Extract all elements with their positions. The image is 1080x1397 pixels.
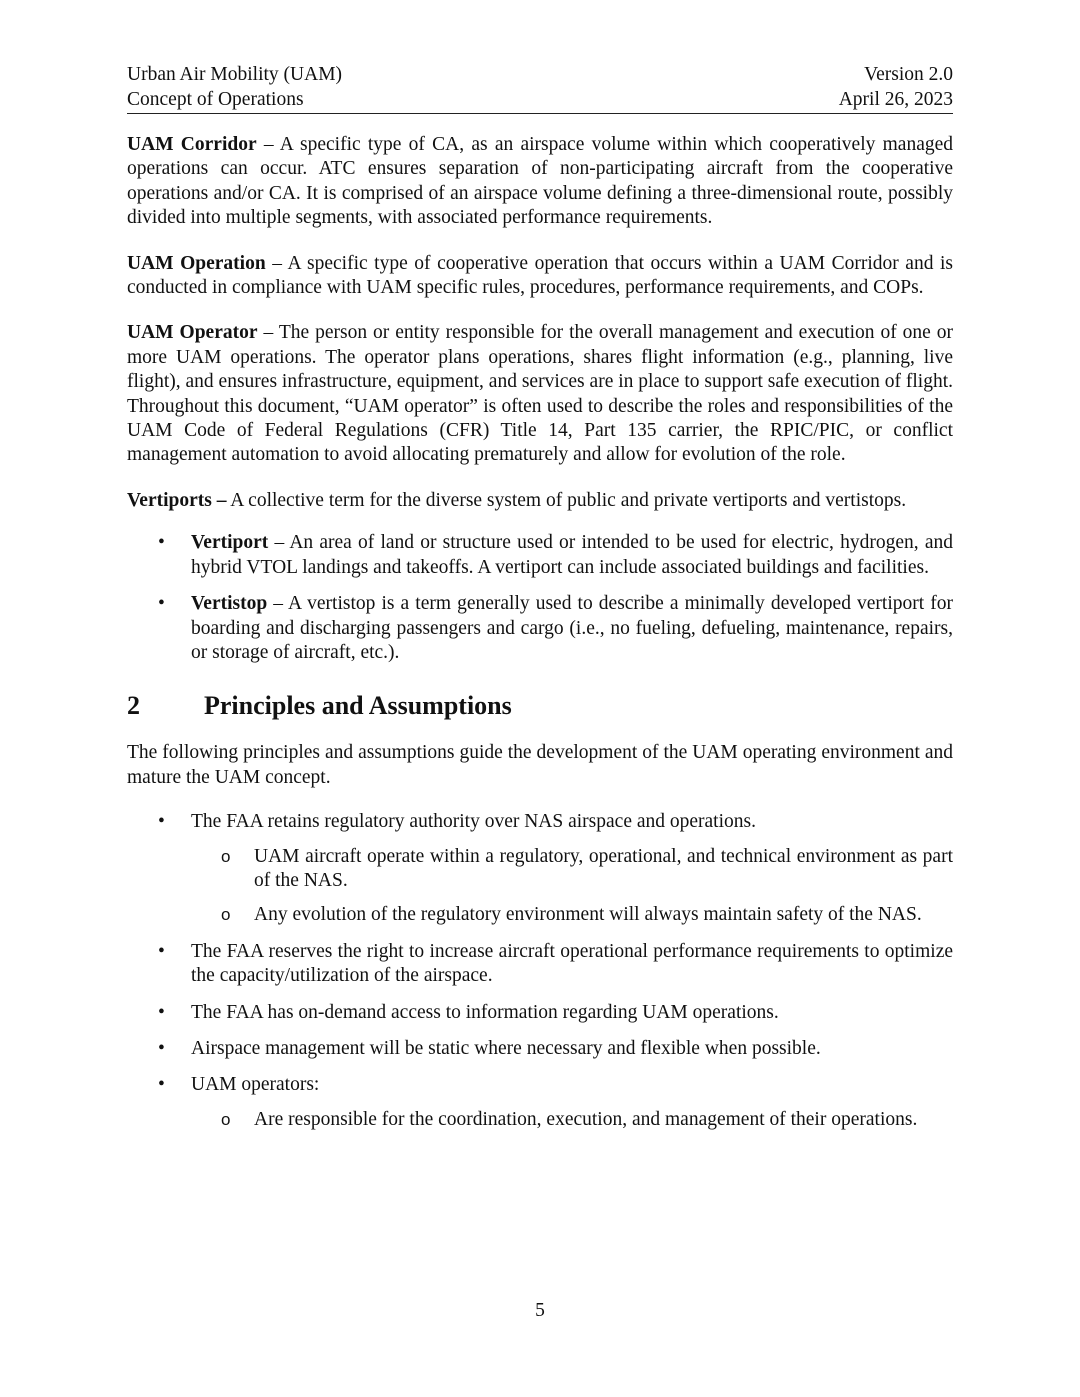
bullet-icon: •	[158, 1037, 165, 1059]
sub-list-item	[191, 845, 953, 894]
header-left	[127, 62, 342, 112]
header-document-subtitle: Concept of Operations	[127, 89, 304, 110]
definition-text: – The person or entity responsible for the overall management and execution of one or more UAM operations. The operator plans operations, shares flight information (e.g., planning, live flight), and ensures infrastructure, equipment, and services are in place to support safe execution of flight. Throughout this document, “UAM operator” is often used to describe the roles and responsibilities of the UAM Code of Federal Regulations (CFR) Title 14, Part 135 carrier, the RPIC/PIC, or conflict management automation to avoid allocating prematurely and allow for evolution of the role.	[127, 322, 954, 466]
section-title: Principles and Assumptions	[204, 691, 512, 721]
definition-uam-operator	[127, 321, 953, 467]
section-number: 2	[127, 691, 140, 721]
list-item	[127, 810, 953, 928]
document-page	[127, 62, 953, 1144]
list-item-vertistop	[127, 592, 953, 665]
definition-text: A collective term for the diverse system of public and private vertiports and vertistops.	[226, 489, 907, 511]
page-header	[127, 62, 953, 114]
list-item	[127, 1037, 953, 1061]
sub-bullet-icon: o	[221, 1109, 231, 1129]
list-item-text: – A vertistop is a term generally used to describe a minimally developed vertiport for boarding and discharging passengers and cargo (i.e., no fueling, defueling, maintenance, repairs, or storage of aircraft, etc.).	[191, 593, 953, 663]
sub-list	[191, 1108, 953, 1132]
page-number: 5	[535, 1300, 545, 1321]
header-version: Version 2.0	[864, 64, 953, 85]
definition-term: UAM Operator	[127, 322, 258, 344]
sub-list-item	[191, 1108, 953, 1132]
list-item-text: UAM operators:	[191, 1074, 320, 1096]
list-item-text: – An area of land or structure used or intended to be used for electric, hydrogen, and hybrid VTOL landings and takeoffs. A vertiport can include associated buildings and facilities.	[191, 532, 953, 578]
definition-uam-corridor	[127, 133, 953, 231]
list-item-text: The FAA has on-demand access to information regarding UAM operations.	[191, 1001, 779, 1023]
definition-uam-operation	[127, 252, 953, 301]
list-item	[127, 1001, 953, 1025]
sub-list-item-text: UAM aircraft operate within a regulatory, operational, and technical environment as part of the NAS.	[254, 845, 953, 891]
list-item-term: Vertistop	[191, 593, 268, 615]
sub-list-item	[191, 903, 953, 927]
section-intro: The following principles and assumptions guide the development of the UAM operating environment and mature the UAM concept.	[127, 742, 953, 788]
bullet-icon: •	[158, 940, 165, 962]
list-item-text: The FAA reserves the right to increase aircraft operational performance requirements to optimize the capacity/utilization of the airspace.	[191, 940, 953, 987]
sub-list-item-text: Any evolution of the regulatory environment will always maintain safety of the NAS.	[254, 904, 922, 926]
section-heading	[127, 691, 953, 721]
list-item	[127, 940, 953, 989]
list-item	[127, 1073, 953, 1132]
bullet-icon: •	[158, 593, 165, 615]
bullet-icon: •	[158, 811, 165, 833]
header-date: April 26, 2023	[838, 89, 953, 110]
definition-term: UAM Operation	[127, 252, 266, 274]
definition-text: – A specific type of CA, as an airspace volume within which cooperatively managed operations can occur. ATC ensures separation of non-participating aircraft from the cooperative operations and/or CA. It is comprised of an airspace volume defining a three-dimensional route, possibly divided into multiple segments, with associated performance requirements.	[127, 134, 953, 229]
vertiport-list	[127, 531, 953, 665]
definition-term: Vertiports –	[127, 489, 227, 511]
page-content	[127, 133, 953, 1132]
header-right	[839, 62, 953, 112]
list-item-term: Vertiport	[191, 532, 269, 554]
header-document-title: Urban Air Mobility (UAM)	[127, 64, 343, 85]
list-item-text: Airspace management will be static where necessary and flexible when possible.	[191, 1037, 821, 1059]
definition-vertiports	[127, 489, 953, 513]
sub-bullet-icon: o	[221, 905, 231, 925]
list-item-vertiport	[127, 531, 953, 580]
definition-term: UAM Corridor	[127, 134, 257, 155]
principles-list	[127, 810, 953, 1132]
sub-bullet-icon: o	[221, 846, 231, 866]
definition-text: – A specific type of cooperative operation that occurs within a UAM Corridor and is conducted in compliance with UAM specific rules, procedures, performance requirements, and COPs.	[127, 252, 953, 299]
list-item-text: The FAA retains regulatory authority over NAS airspace and operations.	[191, 811, 756, 833]
bullet-icon: •	[158, 532, 165, 554]
bullet-icon: •	[158, 1001, 165, 1023]
sub-list-item-text: Are responsible for the coordination, execution, and management of their operations.	[254, 1108, 918, 1130]
bullet-icon: •	[158, 1074, 165, 1096]
sub-list	[191, 845, 953, 928]
